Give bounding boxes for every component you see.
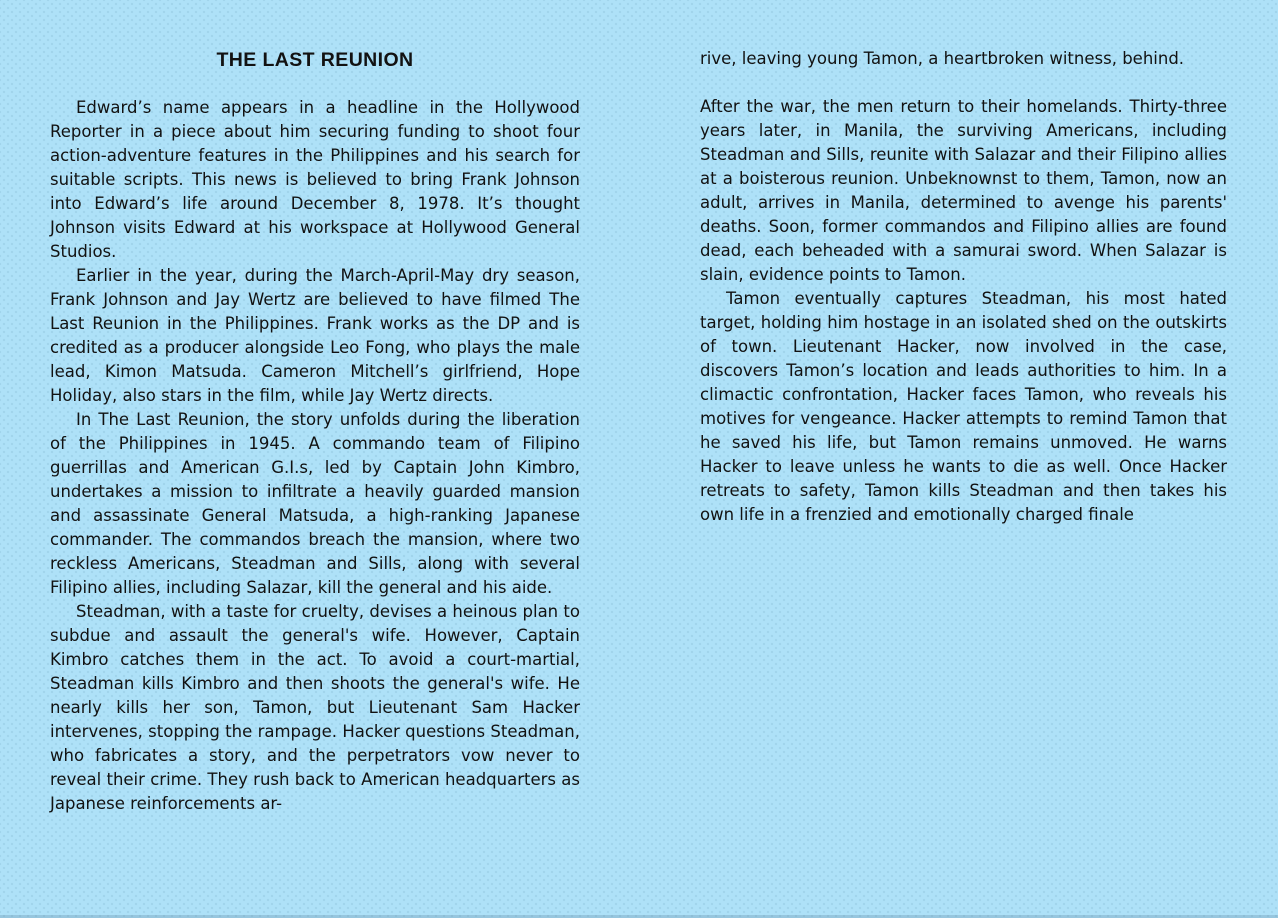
paragraph: Steadman, with a taste for cruelty, devises a heinous plan to subdue and assault the general's wife. However, Captain Kimbro catches them in the act. To avoid a court-martial, Steadman kills Kimbro and then shoots the general's wife. He nearly kills her son, Tamon, but Lieutenant Sam Hacker intervenes, stopping the rampage. Hacker questions Steadman, who fabricates a story, and the perpetrators vow never to reveal their crime. They rush back to American headquarters as Japanese reinforcements ar-	[50, 602, 580, 813]
right-page	[700, 0, 1227, 527]
paragraph: Tamon eventually captures Steadman, his most hated target, holding him hostage in an isolated shed on the outskirts of town. Lieutenant Hacker, now involved in the case, discovers Tamon’s location and leads authorities to him. In a climactic confrontation, Hacker faces Tamon, who reveals his motives for vengeance. Hacker attempts to remind Tamon that he saved his life, but Tamon remains unmoved. He warns Hacker to leave unless he wants to die as well. Once Hacker retreats to safety, Tamon kills Steadman and then takes his own life in a frenzied and emotionally charged finale	[700, 289, 1227, 524]
left-page	[50, 0, 580, 816]
paragraph: In The Last Reunion, the story unfolds during the liberation of the Philippines in 1945. A commando team of Filipino guerrillas and American G.I.s, led by Captain John Kimbro, undertakes a mission to infiltrate a heavily guarded mansion and assassinate General Matsuda, a high-ranking Japanese commander. The commandos breach the mansion, where two reckless Americans, Steadman and Sills, along with several Filipino allies, including Salazar, kill the general and his aide.	[50, 410, 580, 597]
paragraph: After the war, the men return to their homelands. Thirty-three years later, in Manila, the surviving Americans, including Steadman and Sills, reunite with Salazar and their Filipino allies at a boisterous reunion. Unbeknownst to them, Tamon, now an adult, arrives in Manila, determined to avenge his parents' deaths. Soon, former commandos and Filipino allies are found dead, each beheaded with a samurai sword. When Salazar is slain, evidence points to Tamon.	[700, 97, 1227, 284]
paragraph: rive, leaving young Tamon, a heartbroken witness, behind.	[700, 49, 1185, 68]
paragraph: Edward’s name appears in a headline in the Hollywood Reporter in a piece about him securing funding to shoot four action-adventure features in the Philippines and his search for suitable scripts. This news is believed to bring Frank Johnson into Edward’s life around December 8, 1978. It’s thought Johnson visits Edward at his workspace at Hollywood General Studios.	[50, 98, 580, 261]
page-title: THE LAST REUNION	[216, 49, 414, 71]
paragraph: Earlier in the year, during the March-April-May dry season, Frank Johnson and Jay Wertz are believed to have filmed The Last Reunion in the Philippines. Frank works as the DP and is credited as a producer alongside Leo Fong, who plays the male lead, Kimon Matsuda. Cameron Mitchell’s girlfriend, Hope Holiday, also stars in the film, while Jay Wertz directs.	[50, 266, 580, 405]
